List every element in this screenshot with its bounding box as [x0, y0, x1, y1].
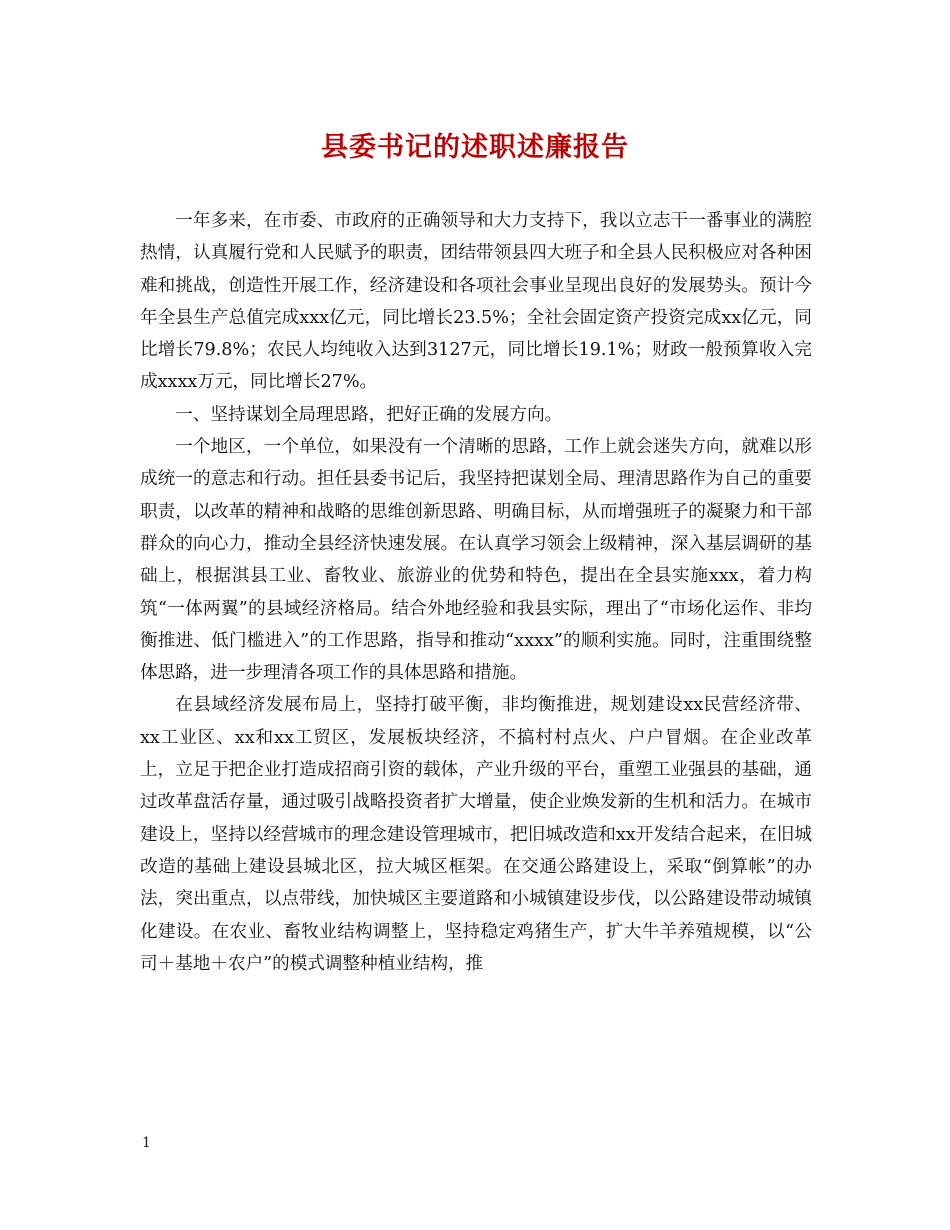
section-heading-1: 一、坚持谋划全局理思路，把好正确的发展方向。	[175, 404, 563, 425]
paragraph-intro: 一年多来，在市委、市政府的正确领导和大力支持下，我以立志干一番事业的满腔热情，认真履行党和人民赋予的职责，团结带领县四大班子和全县人民积极应对各种困难和挑战，创造性开展工作，经济建设和各项社会事业呈现出良好的发展势头。预计今年全县生产总值完成xxx亿元，同比增长23.5%；全社会固定资产投资完成xx亿元，同比增长79.8%；农民人均纯收入达到3127元，同比增长19.1%；财政一般预算收入完成xxxx万元，同比增长27%。	[140, 211, 812, 393]
document-title: 县委书记的述职述廉报告	[321, 132, 629, 163]
paragraph-economy-layout: 在县域经济发展布局上，坚持打破平衡，非均衡推进，规划建设xx民营经济带、xx工业区、xx和xx工贸区，发展板块经济，不搞村村点火、户户冒烟。在企业改革上，立足于把企业打造成招商引资的载体，产业升级的平台，重塑工业强县的基础，通过改革盘活存量，通过吸引战略投资者扩大增量，使企业焕发新的生机和活力。在城市建设上，坚持以经营城市的理念建设管理城市，把旧城改造和xx开发结合起来，在旧城改造的基础上建设县城北区，拉大城区框架。在交通公路建设上，采取“倒算帐”的办法，突出重点，以点带线，加快城区主要道路和小城镇建设步伐，以公路建设带动城镇化建设。在农业、畜牧业结构调整上，坚持稳定鸡猪生产，扩大牛羊养殖规模，以“公司＋基地＋农户”的模式调整种植业结构，推	[140, 695, 812, 974]
paragraph-section-1: 一个地区，一个单位，如果没有一个清晰的思路，工作上就会迷失方向，就难以形成统一的意志和行动。担任县委书记后，我坚持把谋划全局、理清思路作为自己的重要职责，以改革的精神和战略的思维创新思路、明确目标，从而增强班子的凝聚力和干部群众的向心力，推动全县经济快速发展。在认真学习领会上级精神，深入基层调研的基础上，根据淇县工业、畜牧业、旅游业的优势和特色，提出在全县实施xxx，着力构筑“一体两翼”的县域经济格局。结合外地经验和我县实际，理出了“市场化运作、非均衡推进、低门槛进入”的工作思路，指导和推动“xxxx”的顺利实施。同时，注重围绕整体思路，进一步理清各项工作的具体思路和措施。	[140, 437, 812, 684]
page-number: 1	[142, 1135, 151, 1151]
document-body	[140, 205, 812, 980]
